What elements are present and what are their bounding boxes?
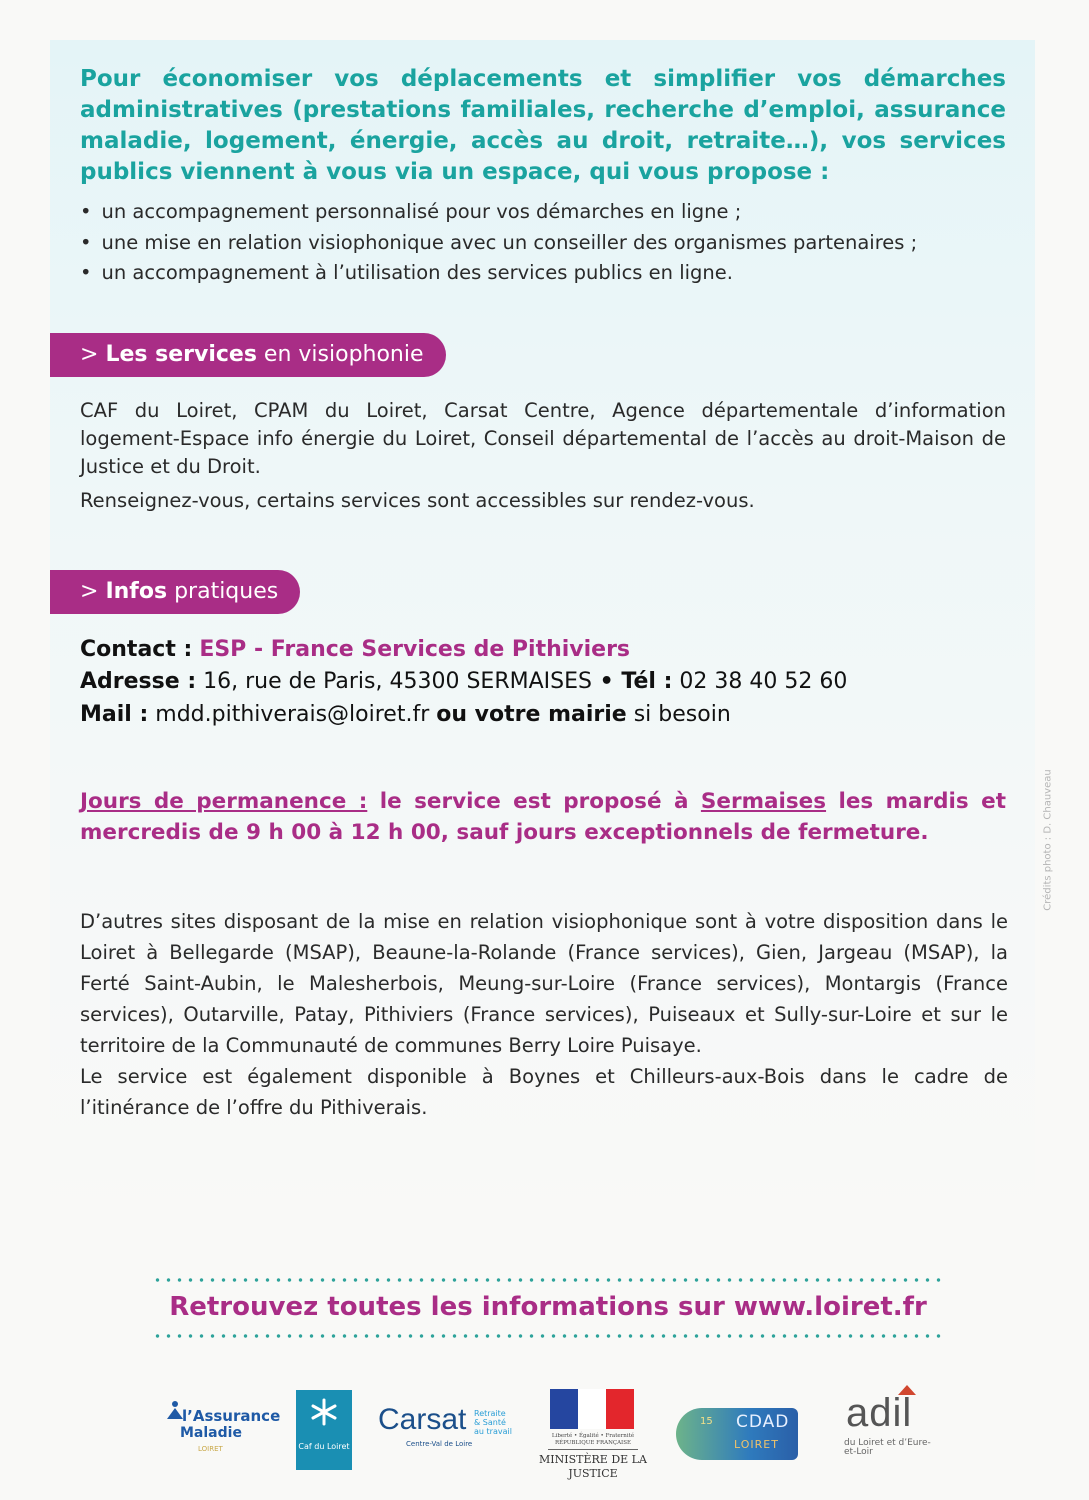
list-item: • un accompagnement à l’utilisation des services publics en ligne. xyxy=(80,258,1010,289)
services-bullet-list xyxy=(80,197,1010,289)
other-sites-text: D’autres sites disposant de la mise en relation visiophonique sont à votre disposition dans le Loiret à Bellegarde (MSAP), Beaune-la-Rolande (France services), Gien, Jargeau (MSAP), la Ferté Saint-Aubin, le Malesherbois, Meung-sur-Loire (France services), Montargis (France services), Outarville, Patay, Pithiviers (France services), Puiseaux et Sully-sur-Loire et sur le territoire de la Communauté de communes Berry Loire Puisaye. Le service est également disponible à Boynes et Chilleurs-aux-Bois dans le cadre de l’itinérance de l’offre du Pithiverais. xyxy=(80,910,1008,1119)
list-item: • une mise en relation visiophonique avec un conseiller des organismes partenaires ; xyxy=(80,228,1010,259)
cdad-loiret-logo: 15 CDAD LOIRET xyxy=(676,1408,798,1460)
website-callout: Retrouvez toutes les informations sur www.loiret.fr xyxy=(169,1292,927,1322)
appointment-note: Renseignez-vous, certains services sont accessibles sur rendez-vous. xyxy=(80,489,755,512)
website-link[interactable]: www.loiret.fr xyxy=(733,1292,927,1322)
contact-line: Contact : ESP - France Services de Pithiviers xyxy=(80,637,631,662)
intro-paragraph: Pour économiser vos déplacements et simplifier vos démarches administratives (prestations familiales, recherche d’emploi, assurance maladie, logement, énergie, accès au droit, retraite…), vos services publics viennent à vous via un espace, qui vous propose : xyxy=(80,66,1006,185)
section-header-infos: > Infos pratiques xyxy=(50,570,300,614)
mail-line: Mail : mdd.pithiverais@loiret.fr ou votre mairie si besoin xyxy=(80,702,731,727)
list-item: • un accompagnement personnalisé pour vos démarches en ligne ; xyxy=(80,197,1010,228)
section-header-visiophonie: > Les services en visiophonie xyxy=(50,333,446,377)
caf-logo: Caf du Loiret xyxy=(296,1390,352,1470)
email-link[interactable]: mdd.pithiverais@loiret.fr xyxy=(155,702,430,727)
permanence-schedule: Jours de permanence : le service est proposé à Sermaises les mardis et mercredis de 9 h 00 à 12 h 00, sauf jours exceptionnels de fermeture. xyxy=(80,789,1006,845)
photo-credits: Crédits photo : D. Chauveau xyxy=(1042,769,1054,911)
dotted-divider-top xyxy=(152,1278,944,1282)
caf-snowflake-icon xyxy=(310,1398,338,1426)
address-line: Adresse : 16, rue de Paris, 45300 SERMAISES • Tél : 02 38 40 52 60 xyxy=(80,669,848,694)
visiophonie-partners-text: CAF du Loiret, CPAM du Loiret, Carsat Centre, Agence départementale d’information logement-Espace info énergie du Loiret, Conseil départemental de l’accès au droit-Maison de Justice et du Droit. xyxy=(80,399,1006,478)
adil-logo: adil du Loiret et d’Eure-et-Loir xyxy=(840,1385,930,1485)
ministere-justice-logo: Liberté • Égalité • Fraternité RÉPUBLIQUE FRANÇAISE MINISTÈRE DE LA JUSTICE xyxy=(548,1385,638,1485)
dotted-divider-bottom xyxy=(152,1334,944,1338)
republique-francaise-flag-icon xyxy=(550,1389,634,1429)
carsat-logo: Carsat Retraite & Santé au travail Centre-Val de Loire xyxy=(378,1403,512,1448)
assurance-maladie-logo: l’Assurance Maladie LOIRET xyxy=(160,1385,280,1485)
